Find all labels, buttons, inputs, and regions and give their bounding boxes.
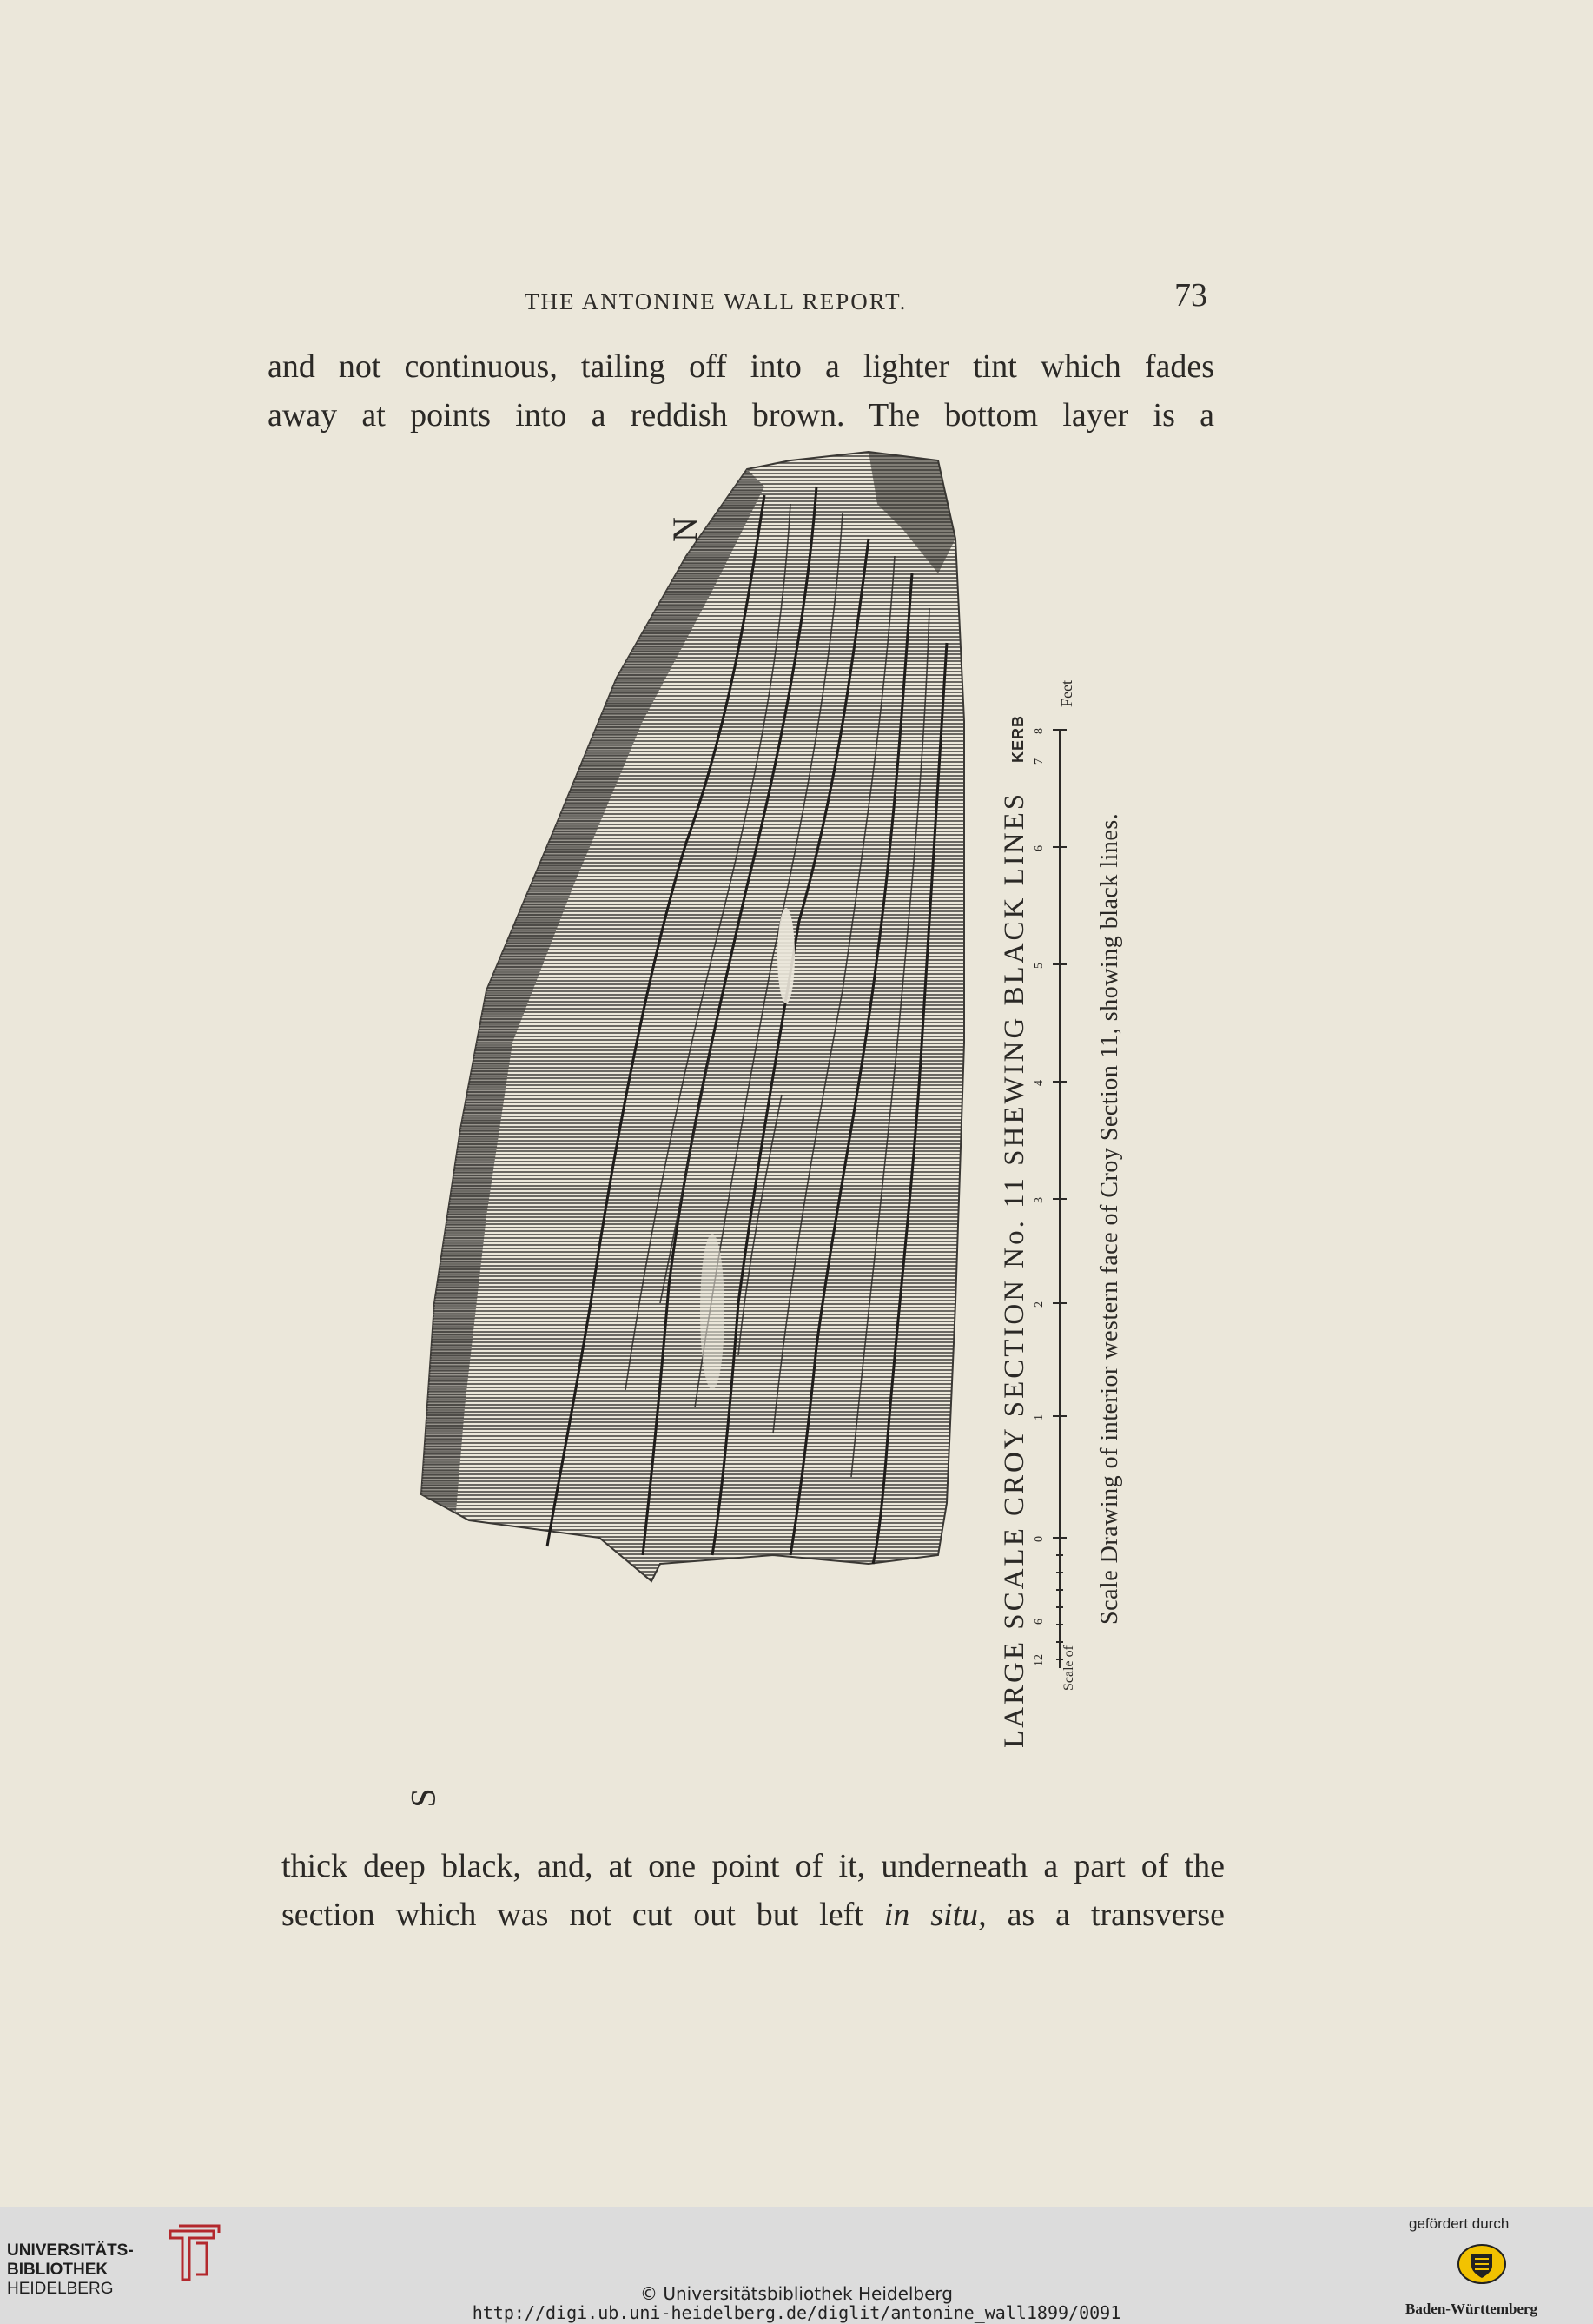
library-line: BIBLIOTHEK [7, 2261, 109, 2279]
italic-phrase: in situ, [883, 1897, 987, 1933]
figure-caption: Scale Drawing of interior western face of Croy Section 11, showing black lines. [1096, 812, 1123, 1625]
running-head: THE ANTONINE WALL REPORT. [525, 288, 908, 315]
pale-lens [777, 908, 795, 1003]
svg-text:6: 6 [1033, 1619, 1046, 1625]
copyright-notice: © Universitätsbibliothek Heidelberg [639, 2283, 953, 2304]
scale-label: Scale of [1061, 1645, 1076, 1691]
svg-text:12: 12 [1033, 1654, 1046, 1666]
svg-text:3: 3 [1033, 1197, 1046, 1203]
text-segment: as a transverse [986, 1897, 1225, 1933]
library-line: HEIDELBERG [7, 2280, 114, 2298]
text-line: away at points into a reddish brown. The bottom layer is a [268, 397, 1214, 434]
section-drawing [382, 434, 1216, 1824]
hatched-section-illustration [382, 434, 1216, 1824]
svg-text:1: 1 [1033, 1414, 1046, 1420]
south-marker: S [403, 1788, 443, 1808]
figure-title: LARGE SCALE CROY SECTION No. 11 SHEWING BLACK LINES [999, 791, 1030, 1748]
svg-text:8: 8 [1033, 728, 1046, 734]
text-line: and not continuous, tailing off into a lighter tint which fades [268, 348, 1214, 385]
svg-text:5: 5 [1033, 963, 1046, 969]
library-logo-icon[interactable] [162, 2222, 222, 2283]
paragraph-bottom [281, 1842, 1225, 1939]
svg-text:0: 0 [1033, 1536, 1046, 1542]
svg-text:2: 2 [1033, 1301, 1046, 1308]
text-segment: section which was not cut out but left [281, 1897, 884, 1933]
page-number: 73 [1174, 277, 1207, 314]
north-marker: N [664, 517, 704, 542]
permalink[interactable]: http://digi.ub.uni-heidelberg.de/diglit/antonine_wall1899/0091 [472, 2302, 1121, 2323]
svg-text:6: 6 [1033, 845, 1046, 851]
sponsor-name: Baden-Württemberg [1405, 2301, 1538, 2317]
pale-lens [700, 1234, 724, 1390]
sponsor-label: gefördert durch [1409, 2215, 1510, 2232]
scale-bar [1053, 730, 1067, 1668]
svg-text:7: 7 [1033, 758, 1046, 765]
feet-label: Feet [1058, 680, 1075, 707]
state-coat-of-arms-icon[interactable] [1456, 2238, 1508, 2290]
library-line: UNIVERSITÄTS- [7, 2241, 134, 2260]
kerb-label: KERB [1009, 714, 1027, 763]
svg-text:4: 4 [1033, 1080, 1046, 1086]
paragraph-top [268, 342, 1214, 440]
text-line: thick deep black, and, at one point of it, underneath a part of the [281, 1848, 1225, 1884]
scale-numbers [1033, 728, 1046, 1666]
text-line [281, 1890, 1225, 1939]
